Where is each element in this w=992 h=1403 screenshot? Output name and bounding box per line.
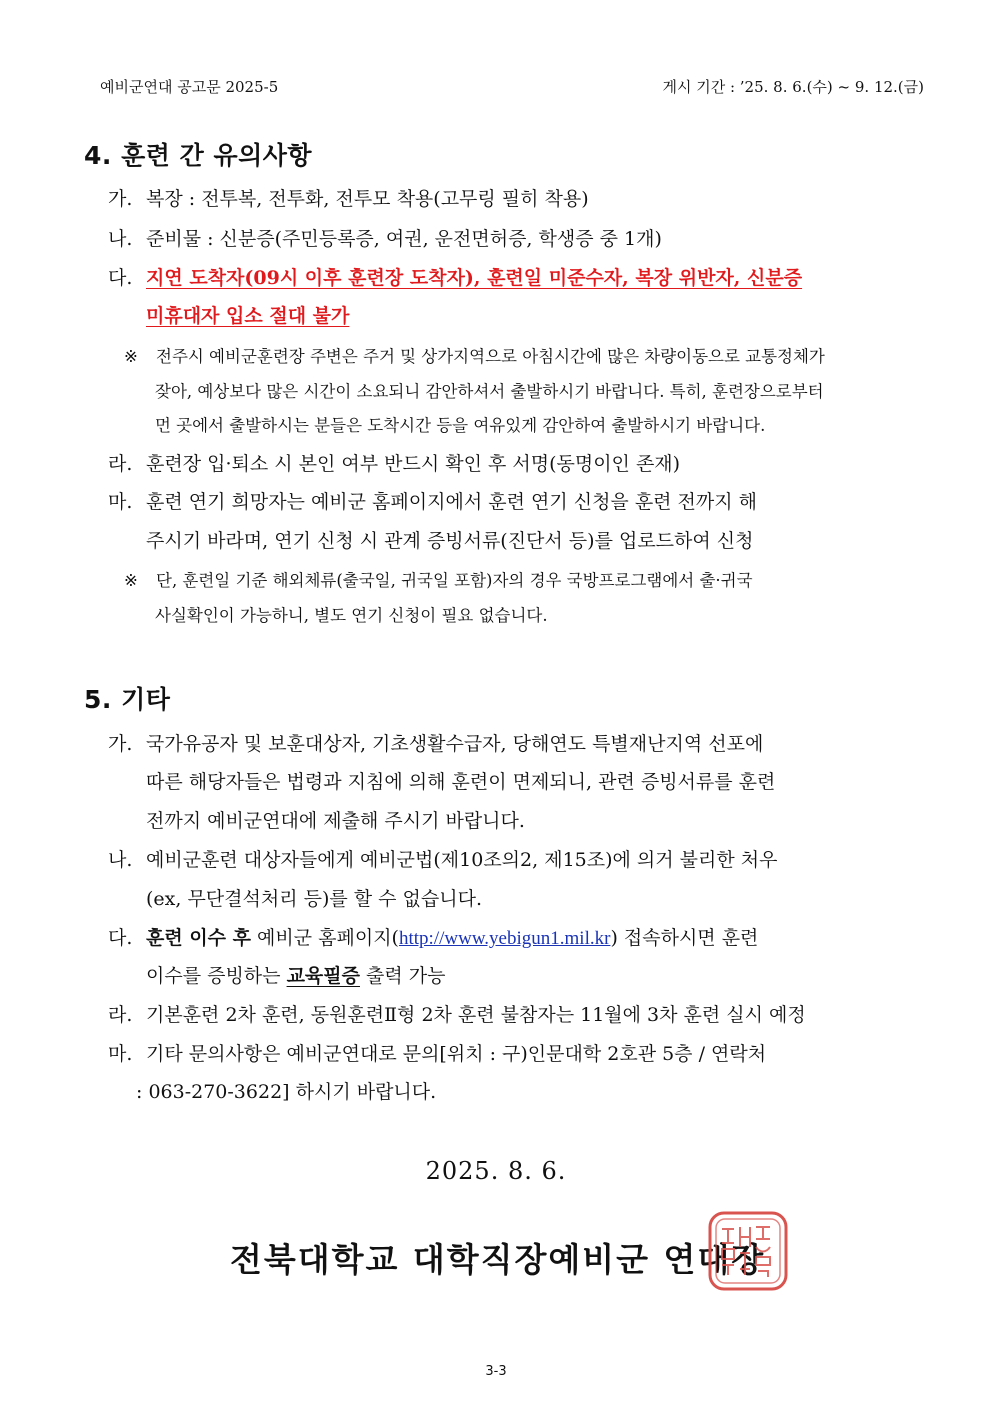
note-marker: ※ [124, 347, 138, 366]
item-marker: 다. [108, 267, 133, 289]
item-5-ga-cont: 전까지 예비군연대에 제출해 주시기 바랍니다. [146, 810, 525, 832]
item-marker: 가. [108, 733, 133, 755]
item-4-ma [108, 487, 908, 514]
posting-period: 게시 기간 : ’25. 8. 6.(수) ~ 9. 12.(금) [662, 78, 924, 96]
item-marker: 가. [108, 188, 133, 210]
item-marker: 마. [108, 1043, 133, 1065]
item-5-ma-cont: : 063-270-3622] 하시기 바랍니다. [136, 1081, 437, 1103]
item-marker: 라. [108, 1004, 133, 1026]
issue-date: 2025. 8. 6. [425, 1157, 567, 1185]
item-text: 이수를 증빙하는 [146, 965, 287, 987]
emphasis-text: 훈련 이수 후 [146, 927, 251, 949]
item-text: 준비물 : 신분증(주민등록증, 여권, 운전면허증, 학생증 중 1개) [146, 228, 662, 250]
item-5-na-cont: (ex, 무단결석처리 등)를 할 수 없습니다. [146, 888, 483, 910]
note-text: 전주시 예비군훈련장 주변은 주거 및 상가지역으로 아침시간에 많은 차량이동으로 교통정체가 [156, 347, 825, 366]
item-text: 예비군훈련 대상자들에게 예비군법(제10조의2, 제15조)에 의거 불리한 처우 [146, 849, 778, 871]
item-text: 예비군 홈페이지( [251, 927, 399, 949]
item-4-da [108, 263, 908, 290]
page-number: 3-3 [485, 1364, 507, 1379]
item-text: 출력 가능 [359, 965, 446, 987]
item-5-ma [108, 1039, 908, 1066]
note-marker: ※ [124, 571, 138, 590]
item-5-ra [108, 1000, 908, 1027]
item-marker: 다. [108, 927, 133, 949]
signature-line: 전북대학교 대학직장예비군 연대장 [230, 1240, 766, 1279]
note-text: 단, 훈련일 기준 해외체류(출국일, 귀국일 포함)자의 경우 국방프로그램에서 출·귀국 [156, 571, 753, 590]
note-overseas [124, 567, 908, 591]
note-traffic-cont: 먼 곳에서 출발하시는 분들은 도착시간 등을 여유있게 감안하여 출발하시기 바랍니다. [155, 416, 766, 435]
item-marker: 마. [108, 491, 133, 513]
section-5-title: 5. 기타 [84, 685, 171, 714]
item-text: 기본훈련 2차 훈련, 동원훈련Ⅱ형 2차 훈련 불참자는 11월에 3차 훈련 실시 예정 [146, 1004, 806, 1026]
warning-text: 지연 도착자(09시 이후 훈련장 도착자), 훈련일 미준수자, 복장 위반자, 신분증 [146, 267, 803, 289]
item-text: 기타 문의사항은 예비군연대로 문의[위치 : 구)인문대학 2호관 5층 / 연락처 [146, 1043, 767, 1065]
item-5-ga [108, 729, 908, 756]
item-5-na [108, 845, 908, 872]
warning-text: 미휴대자 입소 절대 불가 [146, 305, 350, 327]
item-text: 훈련 연기 희망자는 예비군 홈페이지에서 훈련 연기 신청을 훈련 전까지 해 [146, 491, 758, 513]
homepage-link[interactable]: http://www.yebigun1.mil.kr [398, 928, 611, 949]
note-traffic [124, 343, 908, 367]
item-4-ma-cont: 주시기 바라며, 연기 신청 시 관계 증빙서류(진단서 등)를 업로드하여 신청 [146, 530, 754, 552]
note-traffic-cont: 잦아, 예상보다 많은 시간이 소요되니 감안하셔서 출발하시기 바랍니다. 특히, 훈련장으로부터 [155, 382, 824, 401]
section-4-title: 4. 훈련 간 유의사항 [84, 141, 313, 170]
item-4-na [108, 224, 908, 251]
item-5-ga-cont: 따른 해당자들은 법령과 지침에 의해 훈련이 면제되니, 관련 증빙서류를 훈련 [146, 771, 776, 793]
item-text: 훈련장 입·퇴소 시 본인 여부 반드시 확인 후 서명(동명이인 존재) [146, 453, 681, 475]
item-text: ) 접속하시면 훈련 [610, 927, 759, 949]
item-marker: 라. [108, 453, 133, 475]
note-overseas-cont: 사실확인이 가능하니, 별도 연기 신청이 필요 없습니다. [155, 606, 548, 625]
item-4-da-cont [146, 301, 908, 328]
item-4-ga [108, 184, 908, 211]
item-4-ra [108, 449, 908, 476]
certificate-text: 교육필증 [286, 965, 360, 987]
item-marker: 나. [108, 228, 133, 250]
item-5-da-cont [146, 961, 908, 988]
item-marker: 나. [108, 849, 133, 871]
item-text: 국가유공자 및 보훈대상자, 기초생활수급자, 당해연도 특별재난지역 선포에 [146, 733, 764, 755]
item-5-da [108, 923, 908, 950]
official-seal-icon [706, 1209, 790, 1293]
doc-number: 예비군연대 공고문 2025-5 [100, 78, 279, 96]
item-text: 복장 : 전투복, 전투화, 전투모 착용(고무링 필히 착용) [146, 188, 589, 210]
